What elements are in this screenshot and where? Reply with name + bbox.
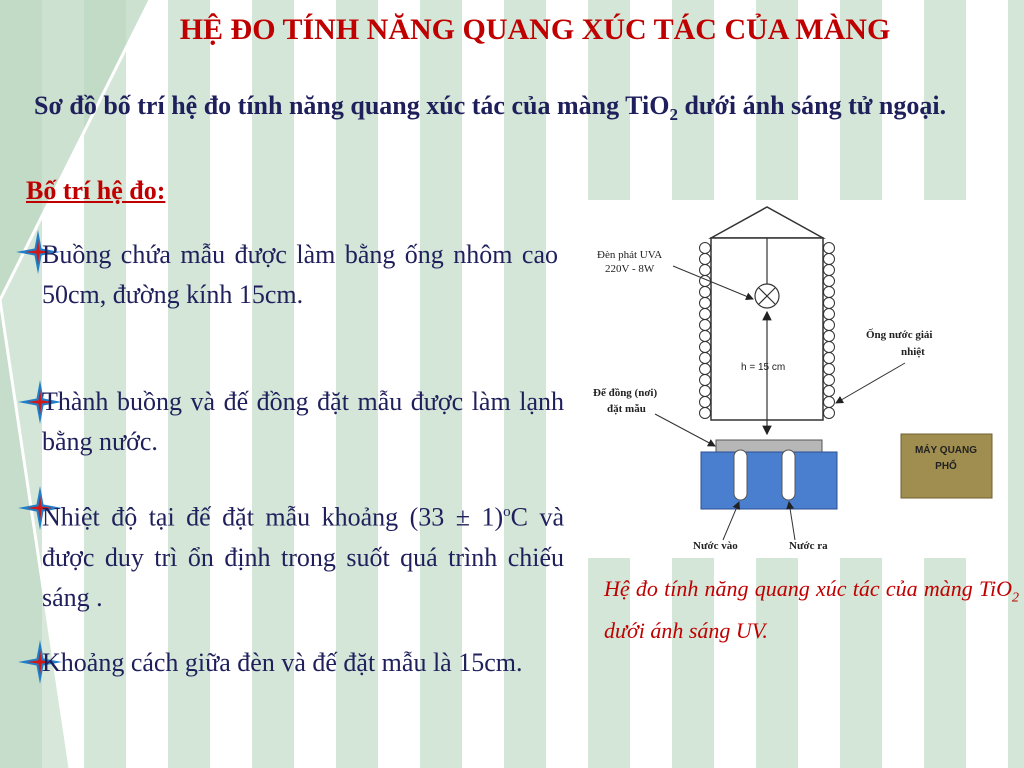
water-pipe-in <box>734 450 747 500</box>
bullet-cooling: Thành buồng và đế đồng đặt mẫu được làm lạnh bằng nước. <box>42 387 564 456</box>
degree-superscript: o <box>503 504 511 520</box>
bullet-temperature <box>42 492 564 618</box>
caption-text-end: dưới ánh sáng UV. <box>604 618 768 644</box>
bullet-distance: Khoảng cách giữa đèn và đế đặt mẫu là 15cm. <box>42 648 523 677</box>
subtitle-text: Sơ đồ bố trí hệ đo tính năng quang xúc tác của màng TiO <box>34 91 670 120</box>
figure-caption <box>604 572 1019 647</box>
subtitle-subscript: 2 <box>669 105 678 125</box>
section-heading: Bố trí hệ đo: <box>26 176 166 205</box>
water-cooling-block <box>701 452 837 509</box>
bullet-temperature-text-end: C và được duy trì ổn định trong suốt quá trình chiếu sáng . <box>42 502 564 612</box>
height-label: h = 15 cm <box>741 362 786 373</box>
copper-base-label-2: đặt mẫu <box>607 403 646 415</box>
caption-subscript: 2 <box>1012 590 1019 606</box>
cooling-coil-left <box>700 243 711 419</box>
water-pipe-out <box>782 450 795 500</box>
subtitle-text-end: dưới ánh sáng tử ngoại. <box>677 91 947 120</box>
lamp-power-label: 220V - 8W <box>605 263 655 275</box>
uv-lamp <box>755 284 779 308</box>
copper-base <box>716 440 822 452</box>
copper-base-label: Đế đồng (nơi) <box>593 387 658 399</box>
lamp-label: Đèn phát UVA <box>597 249 663 261</box>
cooling-pipe-label: Ống nước giải <box>866 329 933 341</box>
water-out-label: Nước ra <box>789 540 828 552</box>
caption-text: Hệ đo tính năng quang xúc tác của màng TiO <box>604 576 1012 601</box>
setup-diagram <box>583 200 1004 558</box>
chamber-roof <box>711 207 823 238</box>
bullet-sample-chamber: Buồng chứa mẫu được làm bằng ống nhôm cao 50cm, đường kính 15cm. <box>42 240 558 309</box>
slide-title: HỆ ĐO TÍNH NĂNG QUANG XÚC TÁC CỦA MÀNG <box>179 13 891 46</box>
bullet-temperature-text: Nhiệt độ tại đế đặt mẫu khoảng (33 ± 1) <box>42 502 504 532</box>
spectrometer-label-2: PHỔ <box>935 461 957 472</box>
slide-subtitle <box>34 86 964 135</box>
spectrometer-label: MÁY QUANG <box>914 445 978 456</box>
cooling-pipe-label-2: nhiệt <box>901 346 925 358</box>
cooling-coil-right <box>824 243 835 419</box>
water-in-label: Nước vào <box>693 540 738 552</box>
